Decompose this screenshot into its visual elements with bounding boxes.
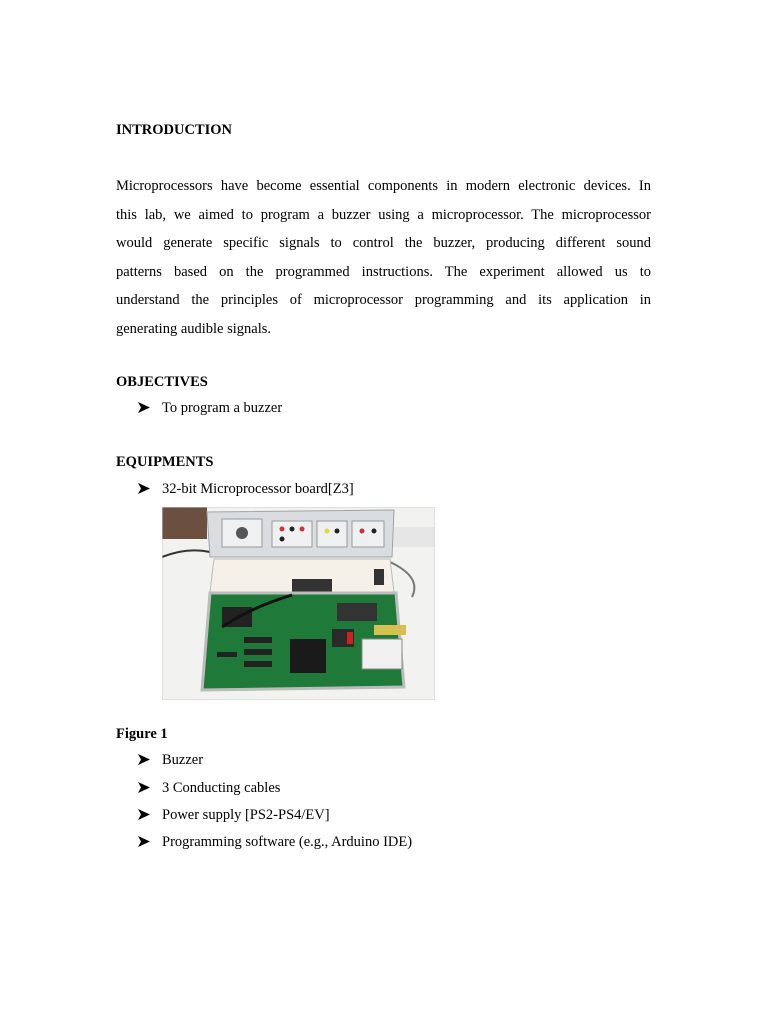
paragraph-line: generating audible signals. <box>116 320 272 337</box>
arrow-bullet-icon <box>138 779 162 797</box>
objectives-heading: OBJECTIVES <box>116 374 208 390</box>
paragraph-line: understand the principles of microprocessor programming and its application in <box>116 292 651 309</box>
equipment-item-text: 3 Conducting cables <box>162 780 281 796</box>
equipment-item-text: 32-bit Microprocessor board[Z3] <box>162 481 354 497</box>
arrow-bullet-icon <box>138 833 162 851</box>
paragraph-line: patterns based on the programmed instructions. The experiment allowed us to <box>116 263 651 280</box>
microprocessor-board-photo <box>162 507 435 700</box>
equipment-item <box>138 480 354 498</box>
paragraph-line: this lab, we aimed to program a buzzer using a microprocessor. The microprocessor <box>116 206 651 223</box>
objective-item-text: To program a buzzer <box>162 400 283 416</box>
figure-caption: Figure 1 <box>116 726 168 742</box>
equipments-heading: EQUIPMENTS <box>116 454 214 470</box>
arrow-bullet-icon <box>138 806 162 824</box>
equipment-item-text: Buzzer <box>162 752 204 768</box>
equipment-item <box>138 779 280 797</box>
equipment-item-text: Power supply [PS2-PS4/EV] <box>162 807 330 823</box>
objective-item <box>138 399 282 417</box>
introduction-heading: INTRODUCTION <box>116 122 233 138</box>
equipment-item <box>138 806 330 824</box>
paragraph-line: Microprocessors have become essential components in modern electronic devices. In <box>116 178 651 194</box>
equipment-item-text: Programming software (e.g., Arduino IDE) <box>162 834 413 850</box>
arrow-bullet-icon <box>138 751 162 769</box>
equipment-item <box>138 833 412 851</box>
arrow-bullet-icon <box>138 480 162 498</box>
arrow-bullet-icon <box>138 399 162 417</box>
introduction-paragraph <box>116 172 651 344</box>
paragraph-line: would generate specific signals to control the buzzer, producing different sound <box>116 235 651 252</box>
equipment-item <box>138 751 203 769</box>
